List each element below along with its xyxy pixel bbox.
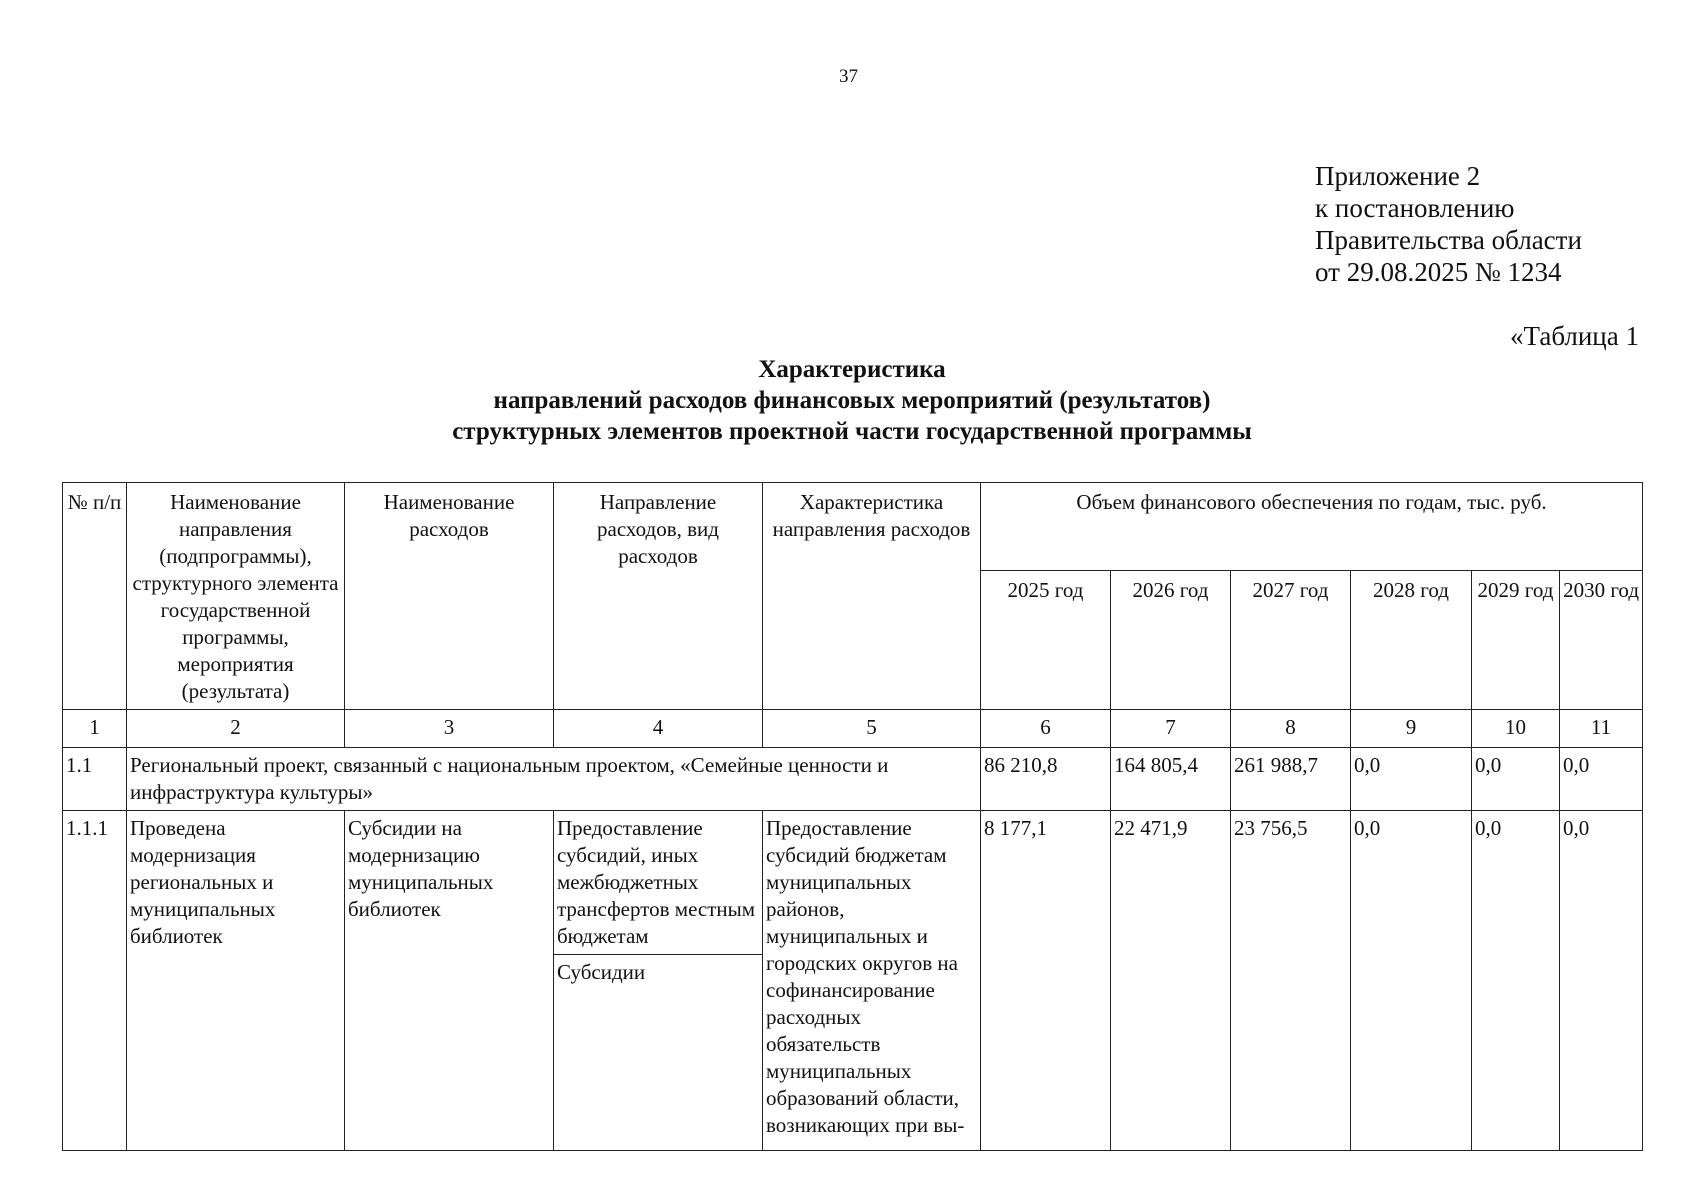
table-row xyxy=(63,748,1643,811)
row-num: 1.1.1 xyxy=(63,811,127,1151)
appendix-block xyxy=(1315,160,1582,288)
row-value-2030: 0,0 xyxy=(1560,811,1643,1151)
column-number: 3 xyxy=(345,710,554,748)
table-label: «Таблица 1 xyxy=(1510,321,1639,351)
header-year: 2027 год xyxy=(1231,570,1351,709)
header-num: № п/п xyxy=(63,483,127,710)
column-number: 1 xyxy=(63,710,127,748)
document-title xyxy=(62,354,1642,447)
header-year: 2029 год xyxy=(1472,570,1560,709)
row-value-2030: 0,0 xyxy=(1560,748,1643,811)
row-characteristic: Предоставление субсидий бюджетам муниципальных районов, муниципальных и городских округов на софинансирование расходных обязательств муниципальных образований области, возникающих при вы- xyxy=(763,811,981,1151)
appendix-line: к постановлению xyxy=(1315,193,1515,223)
row-project-name: Региональный проект, связанный с национальным проектом, «Семейные ценности и инфраструктура культуры» xyxy=(127,748,981,811)
column-number: 6 xyxy=(981,710,1111,748)
row-value-2029: 0,0 xyxy=(1472,811,1560,1151)
row-direction-cell xyxy=(554,811,763,1151)
column-number: 10 xyxy=(1472,710,1560,748)
row-value-2027: 261 988,7 xyxy=(1231,748,1351,811)
header-name: Наименование направления (подпрограммы), структурного элемента государственной программы, мероприятия (результата) xyxy=(127,483,345,710)
column-number: 5 xyxy=(763,710,981,748)
row-value-2027: 23 756,5 xyxy=(1231,811,1351,1151)
appendix-line: Приложение 2 xyxy=(1315,161,1481,191)
page-number: 37 xyxy=(839,66,858,87)
header-direction: Направление расходов, вид расходов xyxy=(554,483,763,710)
title-line: структурных элементов проектной части государственной программы xyxy=(452,418,1252,445)
column-number: 4 xyxy=(554,710,763,748)
title-line: Характеристика xyxy=(758,356,946,383)
header-characteristic: Характеристика направления расходов xyxy=(763,483,981,710)
row-expense-type: Субсидии xyxy=(557,960,646,984)
row-value-2026: 164 805,4 xyxy=(1111,748,1231,811)
row-expense-name: Субсидии на модернизацию муниципальных библиотек xyxy=(345,811,554,1151)
header-volume: Объем финансового обеспечения по годам, тыс. руб. xyxy=(981,483,1643,571)
header-expense-name: Наименование расходов xyxy=(345,483,554,710)
title-line: направлений расходов финансовых мероприятий (результатов) xyxy=(493,387,1211,414)
column-number: 2 xyxy=(127,710,345,748)
header-year: 2026 год xyxy=(1111,570,1231,709)
row-name: Проведена модернизация региональных и муниципальных библиотек xyxy=(127,811,345,1151)
header-year: 2028 год xyxy=(1351,570,1472,709)
row-value-2029: 0,0 xyxy=(1472,748,1560,811)
column-number: 7 xyxy=(1111,710,1231,748)
row-value-2026: 22 471,9 xyxy=(1111,811,1231,1151)
row-value-2028: 0,0 xyxy=(1351,748,1472,811)
appendix-line: от 29.08.2025 № 1234 xyxy=(1315,257,1562,287)
header-year: 2025 год xyxy=(981,570,1111,709)
row-value-2025: 86 210,8 xyxy=(981,748,1111,811)
row-value-2028: 0,0 xyxy=(1351,811,1472,1151)
table-row xyxy=(63,811,1643,1151)
column-number: 8 xyxy=(1231,710,1351,748)
row-value-2025: 8 177,1 xyxy=(981,811,1111,1151)
header-year: 2030 год xyxy=(1560,570,1643,709)
column-number: 11 xyxy=(1560,710,1643,748)
row-direction: Предоставление субсидий, иных межбюджетных трансфертов местным бюджетам xyxy=(554,811,762,955)
column-number: 9 xyxy=(1351,710,1472,748)
row-num: 1.1 xyxy=(63,748,127,811)
appendix-line: Правительства области xyxy=(1315,225,1582,255)
finance-table xyxy=(62,482,1643,1151)
